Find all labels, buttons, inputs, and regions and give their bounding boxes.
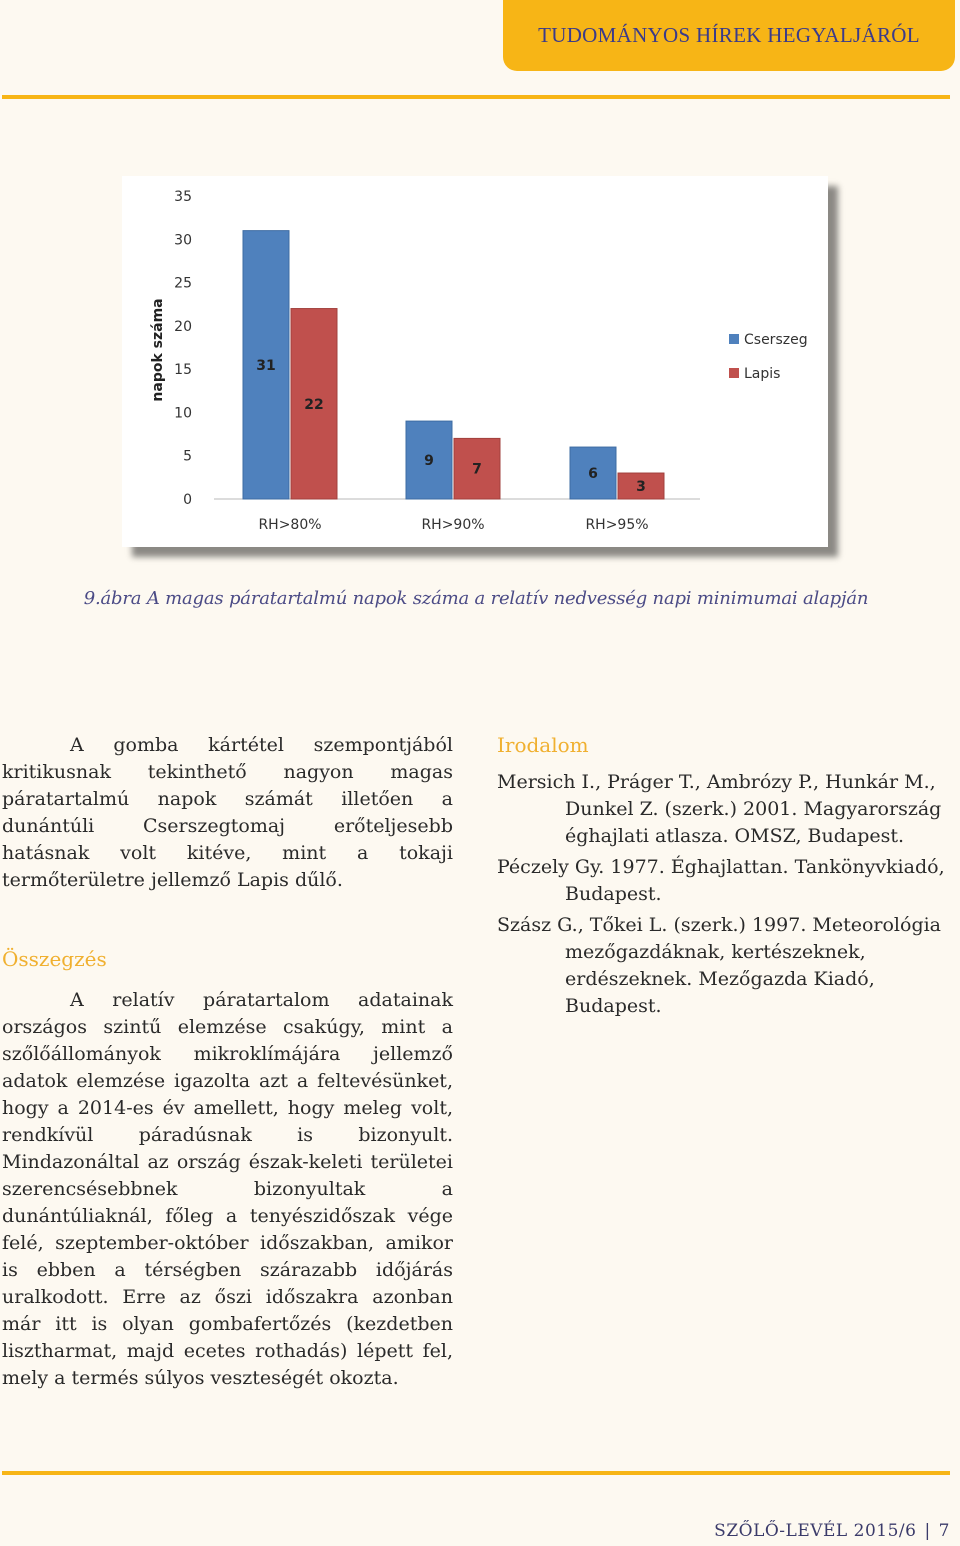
page-footer xyxy=(714,1521,950,1541)
y-axis-label: napok száma xyxy=(150,298,166,402)
references-heading: Irodalom xyxy=(497,733,589,757)
summary-paragraph: A relatív páratartalom adatainak országos szintű elemzése csakúgy, mint a szőlőállományok mikroklímájára jellemző adatok elemzése igazolta azt a feltevésünket, hogy a 2014-es év amellett, hogy meleg volt, rendkívül páradúsnak is bizonyult. Mindazonáltal az ország észak-keleti területei szerencsésebbnek bizonyultak a dunántúliaknál, főleg a tenyészidőszak vége felé, szeptember-október időszakban, amikor is ebben a térségben szárazabb időjárás uralkodott. Erre az őszi időszakra azonban már itt is olyan gombafertőzés (kezdetben lisztharmat, majd ecetes rothadás) lépett fel, mely a termés súlyos veszteségét okozta. xyxy=(2,989,453,1389)
top-rule xyxy=(2,95,950,99)
summary-heading: Összegzés xyxy=(2,947,107,971)
bottom-rule xyxy=(2,1471,950,1475)
bar-chart xyxy=(122,176,828,547)
y-tick-label: 10 xyxy=(174,405,192,422)
legend-label: Cserszeg xyxy=(744,332,808,348)
bar-data-label: 9 xyxy=(424,453,434,470)
header-title: TUDOMÁNYOS HÍREK HEGYALJÁRÓL xyxy=(538,23,920,47)
chart-figure xyxy=(122,176,828,547)
bar-data-label: 22 xyxy=(304,396,324,413)
y-tick-label: 0 xyxy=(183,492,192,508)
x-tick-label: RH>95% xyxy=(585,517,649,533)
y-tick-label: 35 xyxy=(174,189,192,205)
x-tick-label: RH>80% xyxy=(258,517,322,533)
bar-data-label: 3 xyxy=(636,479,646,496)
y-tick-label: 30 xyxy=(174,232,192,249)
journal-name: SZŐLŐ-LEVÉL xyxy=(714,1521,848,1541)
bar-data-label: 6 xyxy=(588,466,598,483)
header-tab xyxy=(503,0,955,71)
bar-data-label: 31 xyxy=(256,357,276,374)
y-tick-label: 25 xyxy=(174,275,192,292)
y-tick-label: 5 xyxy=(183,448,192,465)
left-column xyxy=(2,732,453,1392)
page-number: 7 xyxy=(938,1521,950,1541)
reference-item: Szász G., Tőkei L. (szerk.) 1997. Meteorológia mezőgazdáknak, kertészeknek, erdészeknek. Mezőgazda Kiadó, Budapest. xyxy=(497,914,942,1017)
right-column xyxy=(497,732,952,1024)
issue-number: 2015/6 xyxy=(853,1521,917,1541)
legend-swatch-lapis xyxy=(729,368,739,378)
bar-data-label: 7 xyxy=(472,461,482,478)
footer-separator: | xyxy=(924,1521,931,1541)
y-tick-label: 20 xyxy=(174,318,192,335)
x-tick-label: RH>90% xyxy=(421,517,485,533)
legend-swatch-cserszeg xyxy=(729,334,739,344)
reference-item: Mersich I., Práger T., Ambrózy P., Hunkár M., Dunkel Z. (szerk.) 2001. Magyarország éghajlati atlasza. OMSZ, Budapest. xyxy=(497,771,942,847)
y-tick-label: 15 xyxy=(174,362,192,379)
figure-caption: 9.ábra A magas páratartalmú napok száma a relatív nedvesség napi minimumai alapján xyxy=(83,588,869,609)
intro-paragraph: A gomba kártétel szempontjából kritikusnak tekinthető nagyon magas páratartalmú napok számát illetően a dunántúli Cserszegtomaj erőteljesebb hatásnak volt kitéve, mint a tokaji termőterületre jellemző Lapis dűlő. xyxy=(2,734,453,891)
reference-item: Péczely Gy. 1977. Éghajlattan. Tankönyvkiadó, Budapest. xyxy=(497,856,945,905)
legend-label: Lapis xyxy=(744,366,781,382)
